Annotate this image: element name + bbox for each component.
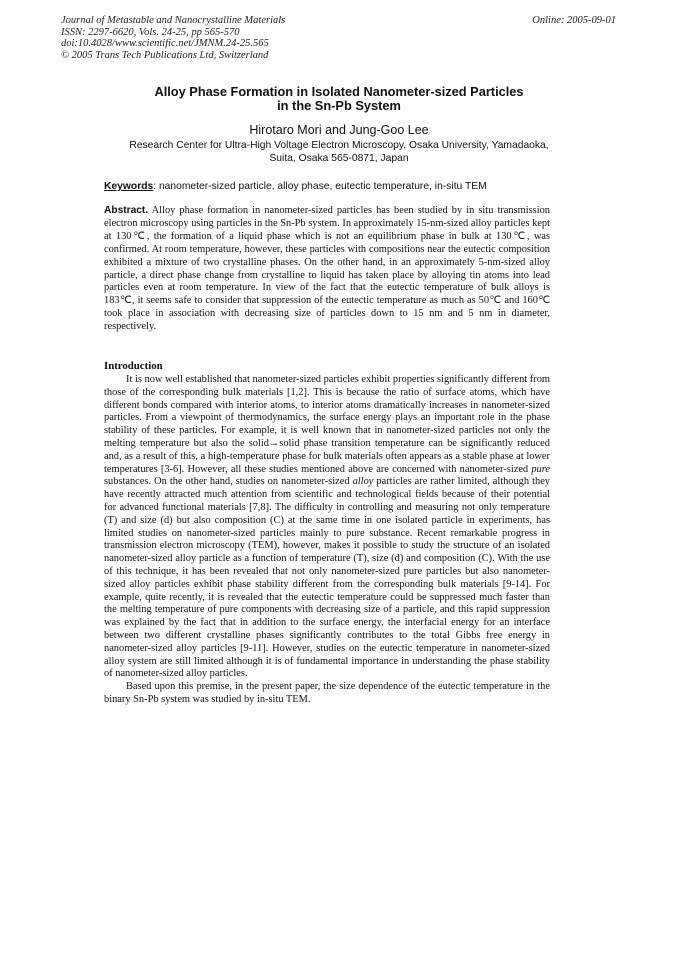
abstract (104, 205, 550, 334)
copyright-line: © 2005 Trans Tech Publications Ltd, Switzerland (61, 49, 269, 61)
affiliation-line-1: Research Center for Ultra-High Voltage Electron Microscopy, Osaka University, Yamadaoka, (129, 140, 549, 151)
paragraph-1-text-b: substances. On the other hand, studies on nanometer-sized (104, 476, 353, 488)
introduction-heading: Introduction (104, 360, 163, 372)
affiliation (90, 139, 588, 165)
keywords (104, 181, 487, 192)
journal-metadata (61, 15, 285, 61)
emphasis-pure: pure (531, 463, 550, 475)
journal-name: Journal of Metastable and Nanocrystalline Materials (61, 15, 286, 26)
online-date: Online: 2005-09-01 (532, 15, 616, 26)
keywords-label: Keywords (104, 181, 154, 192)
title-line-2: in the Sn-Pb System (277, 97, 401, 113)
title-line-1: Alloy Phase Formation in Isolated Nanometer-sized Particles (154, 84, 524, 99)
issn-line: ISSN: 2297-6620, Vols. 24-25, pp 565-570 (61, 26, 240, 38)
introduction-paragraph-2: Based upon this premise, in the present paper, the size dependence of the eutectic temperature in the binary Sn-Pb system was studied by in-situ TEM. (104, 681, 550, 705)
keywords-text: : nanometer-sized particle, alloy phase, eutectic temperature, in-situ TEM (153, 181, 487, 192)
doi-link[interactable]: doi:10.4028/www.scientific.net/JMNM.24-25.565 (61, 38, 269, 49)
paper-title (100, 85, 578, 112)
author-list: Hirotaro Mori and Jung-Goo Lee (249, 123, 429, 137)
abstract-text: Alloy phase formation in nanometer-sized particles has been studied by in situ transmission electron microscopy using particles in the Sn-Pb system. In approximately 15-nm-sized alloy particles kept at 130℃, the formation of a liquid phase which is not an equilibrium phase in bulk at 130℃, was confirmed. At room temperature, however, these particles with compositions near the eutectic composition exhibited a mixture of two crystalline phases. On the other hand, in an approximately 5-nm-sized alloy particle, a direct phase change from crystalline to liquid has taken place by alloying tin atoms into lead particles even at room temperature. In view of the fact that the eutectic temperature of bulk alloys is 183℃, it seems safe to consider that suppression of the eutectic temperature as much as 50℃ and 160℃ took place in association with decreasing size of particles down to 15 nm and 5 nm in diameter, respectively. (104, 205, 550, 333)
paragraph-1-text-c: particles are rather limited, although they have recently attracted much attention from scientific and technological fields because of their potential for advanced functional materials [7,8]. The difficulty in controlling and measuring not only temperature (T) and size (d) but also composition (C) at the same time in one isolated particle in experiments, has limited studies on nanometer-sized particles mainly to pure substance. Recent remarkable progress in transmission electron microscopy (TEM), however, makes it possible to study the structure of an isolated nanometer-sized alloy particle as a function of temperature (T), size (d) and composition (C). With the use of this technique, it has been revealed that not only nanometer-sized pure particles but also nanometer-sized alloy particles exhibit phase stability different from the corresponding bulk materials [9-14]. For example, quite recently, it is revealed that the eutectic temperature could be suppressed much faster than the melting temperature of pure components with decreasing size of a particle, and this rapid suppression was explained by the fact that in addition to the surface energy, the interfacial energy for an interface between two different crystalline phases significantly contributes to the total Gibbs free energy in nanometer-sized alloy particles [9-11]. However, studies on the eutectic temperature in nanometer-sized alloy system are still limited although it is of fundamental importance in understanding the phase stability of nanometer-sized alloy particles. (104, 476, 550, 680)
paragraph-1-text-a: It is now well established that nanometer-sized particles exhibit properties significantly different from those of the corresponding bulk materials [1,2]. This is because the ratio of surface atoms, which have different bonds compared with interior atoms, to interior atoms dramatically increases in nanometer-sized particles. From a viewpoint of thermodynamics, the surface energy plays an important role in the phase stability of these particles. For example, it is well known that in nanometer-sized particles not only the melting temperature but also the solid→solid phase transition temperature can be significantly reduced and, as a result of this, a high-temperature phase for bulk materials often appears as a stable phase at lower temperatures [3-6]. However, all these studies mentioned above are concerned with nanometer-sized (104, 374, 550, 475)
emphasis-alloy: alloy (352, 476, 374, 488)
abstract-label: Abstract. (104, 205, 149, 216)
introduction-body (104, 374, 550, 707)
introduction-paragraph-1 (104, 374, 550, 681)
affiliation-line-2: Suita, Osaka 565-0871, Japan (269, 153, 409, 164)
